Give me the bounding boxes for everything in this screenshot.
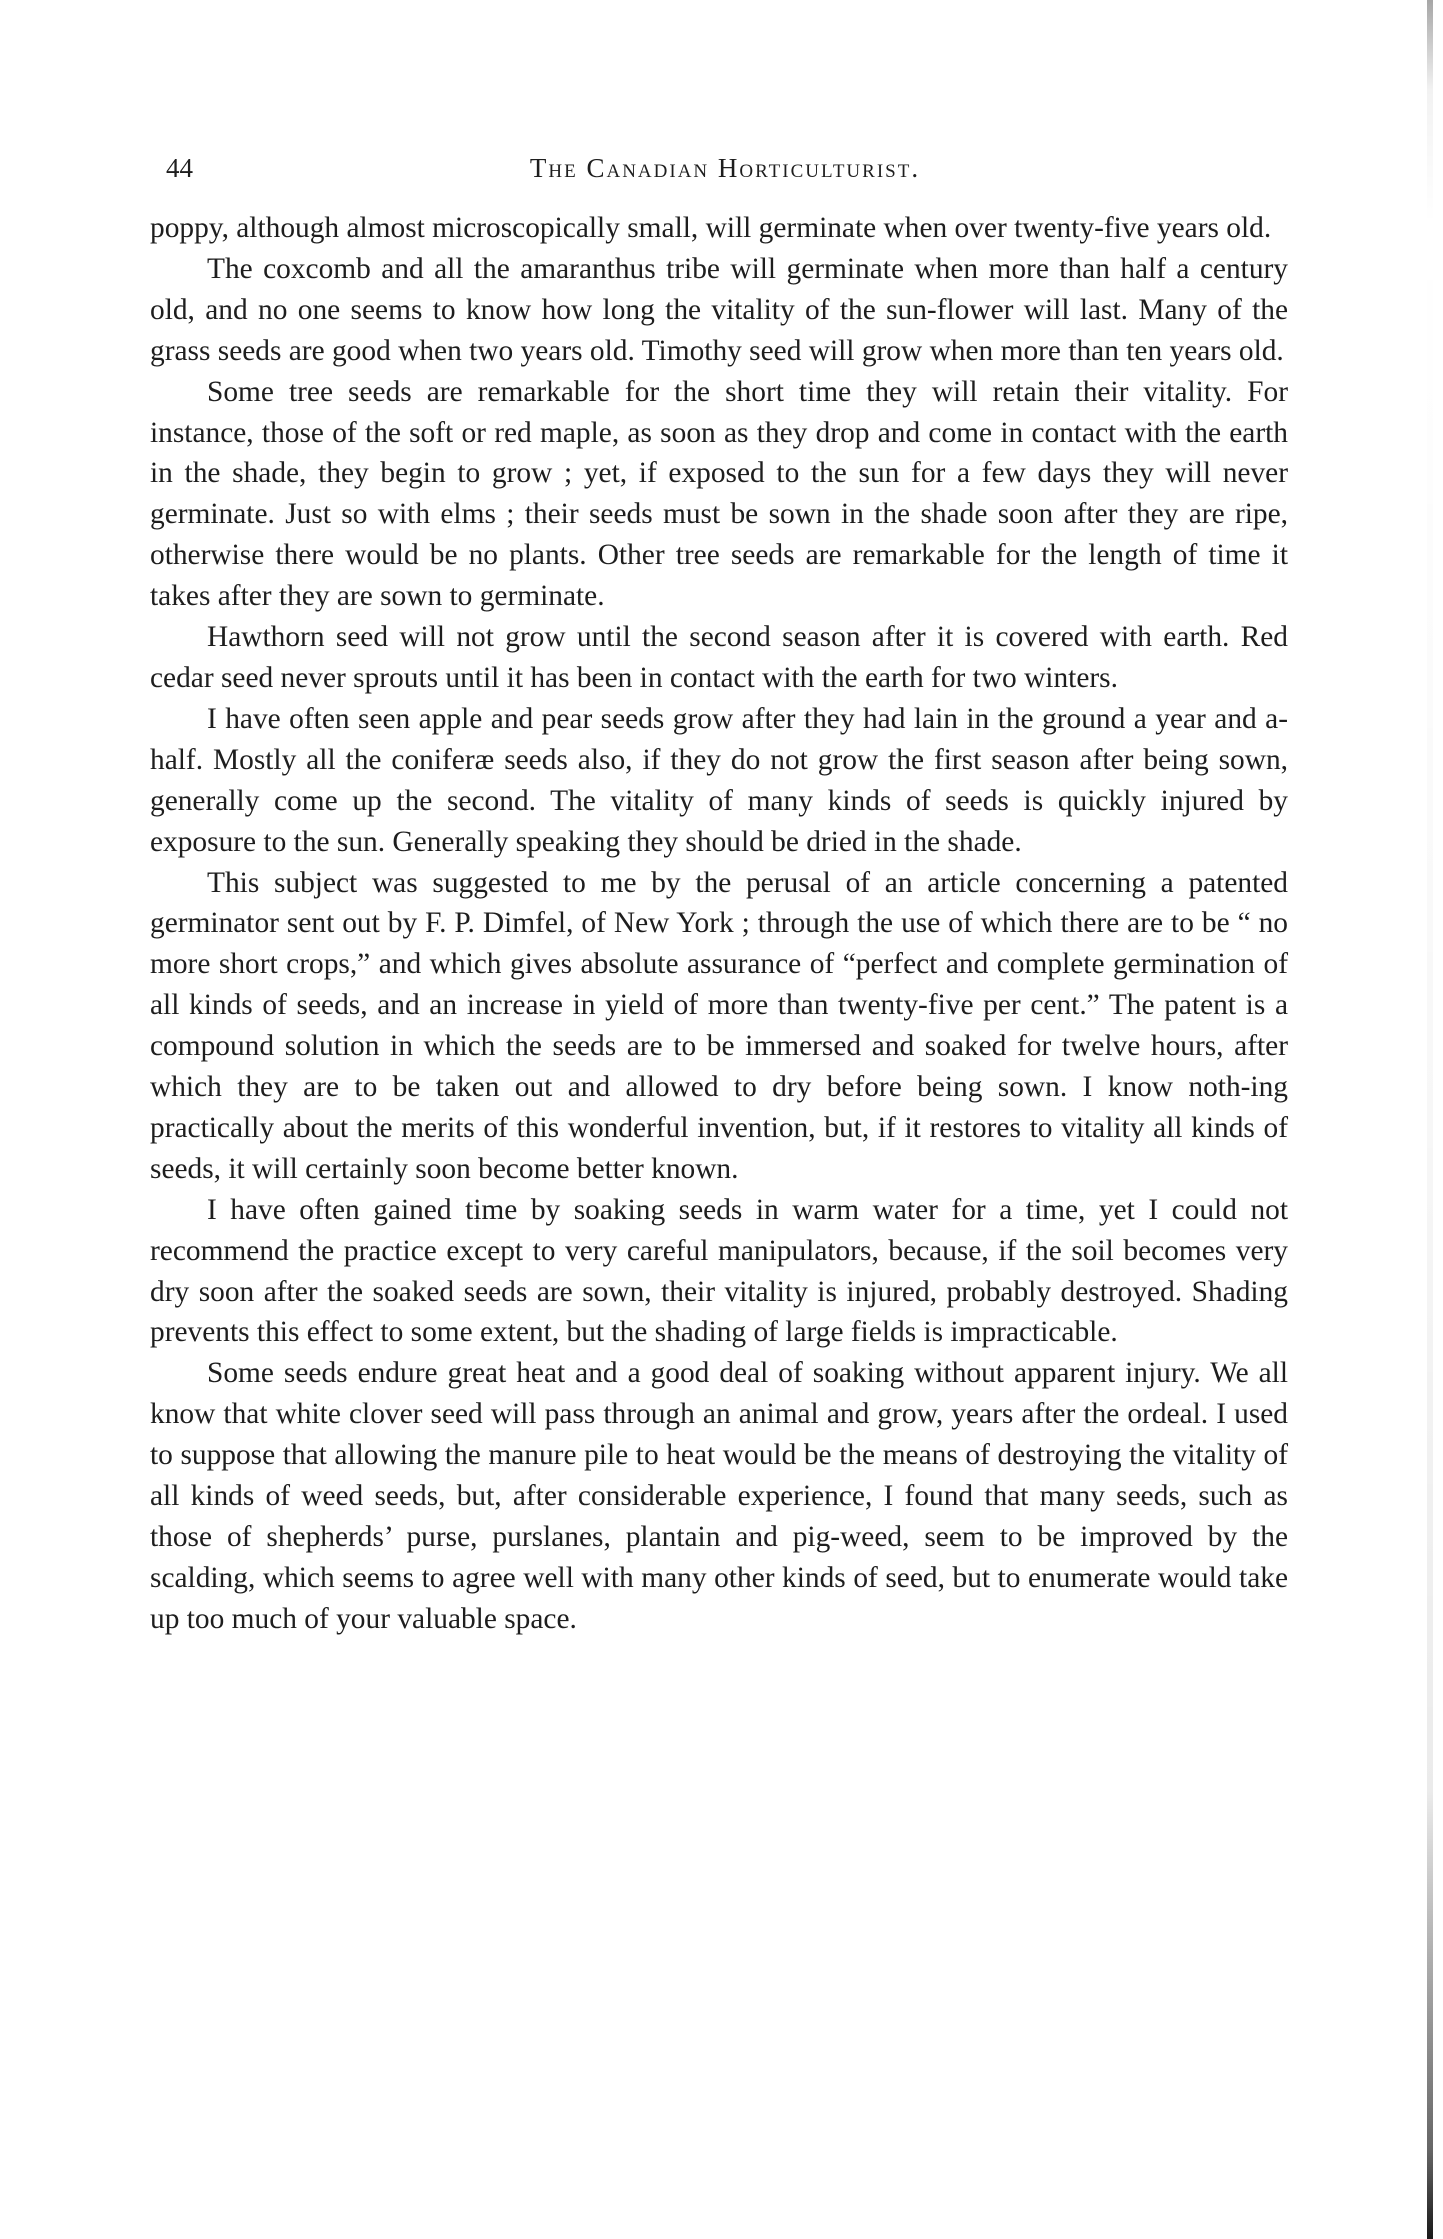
- paragraph: Some seeds endure great heat and a good deal of soaking without apparent injury. We all know that white clover seed will pass through an animal and grow, years after the ordeal. I used to suppose that allowing the manure pile to heat would be the means of destroying the vitality of all kinds of weed seeds, but, after considerable experience, I found that many seeds, such as those of shepherds’ purse, purslanes, plantain and pig-weed, seem to be improved by the scalding, which seems to agree well with many other kinds of seed, but to enumerate would take up too much of your valuable space.: [150, 1357, 1288, 1635]
- paragraph: Some tree seeds are remarkable for the short time they will retain their vitality. For instance, those of the soft or red maple, as soon as they drop and come in contact with the earth in the shade, they begin to grow ; yet, if exposed to the sun for a few days they will never germinate. Just so with elms ; their seeds must be sown in the shade soon after they are ripe, otherwise there would be no plants. Other tree seeds are remarkable for the length of time it takes after they are sown to germinate.: [150, 375, 1288, 613]
- article-body: [150, 208, 1288, 1640]
- paragraph: poppy, although almost microscopically small, will germinate when over twenty-five years old.: [150, 212, 1272, 244]
- paragraph: This subject was suggested to me by the perusal of an article concerning a patented germinator sent out by F. P. Dimfel, of New York ; through the use of which there are to be “ no more short crops,” and which gives absolute assurance of “perfect and complete germination of all kinds of seeds, and an increase in yield of more than twenty-five per cent.” The patent is a compound solution in which the seeds are to be immersed and soaked for twelve hours, after which they are to be taken out and allowed to dry before being sown. I know noth-ing practically about the merits of this wonderful invention, but, if it restores to vitality all kinds of seeds, it will certainly soon become better known.: [150, 866, 1288, 1185]
- paragraph: Hawthorn seed will not grow until the second season after it is covered with earth. Red cedar seed never sprouts until it has been in contact with the earth for two winters.: [150, 621, 1288, 694]
- paragraph: I have often gained time by soaking seeds in warm water for a time, yet I could not recommend the practice except to very careful manipulators, because, if the soil becomes very dry soon after the soaked seeds are sown, their vitality is injured, probably destroyed. Shading prevents this effect to some extent, but the shading of large fields is impracticable.: [150, 1193, 1288, 1349]
- binding-edge: [1427, 0, 1433, 2239]
- paragraph: I have often seen apple and pear seeds grow after they had lain in the ground a year and a-half. Mostly all the coniferæ seeds also, if they do not grow the first season after being sown, generally come up the second. The vitality of many kinds of seeds is quickly injured by exposure to the sun. Generally speaking they should be dried in the shade.: [150, 702, 1288, 858]
- paragraph: The coxcomb and all the amaranthus tribe will germinate when more than half a century old, and no one seems to know how long the vitality of the sun-flower will last. Many of the grass seeds are good when two years old. Timothy seed will grow when more than ten years old.: [150, 252, 1288, 367]
- page-header: [166, 150, 1284, 186]
- running-title: The Canadian Horticulturist.: [529, 153, 921, 183]
- page-number: 44: [166, 153, 193, 183]
